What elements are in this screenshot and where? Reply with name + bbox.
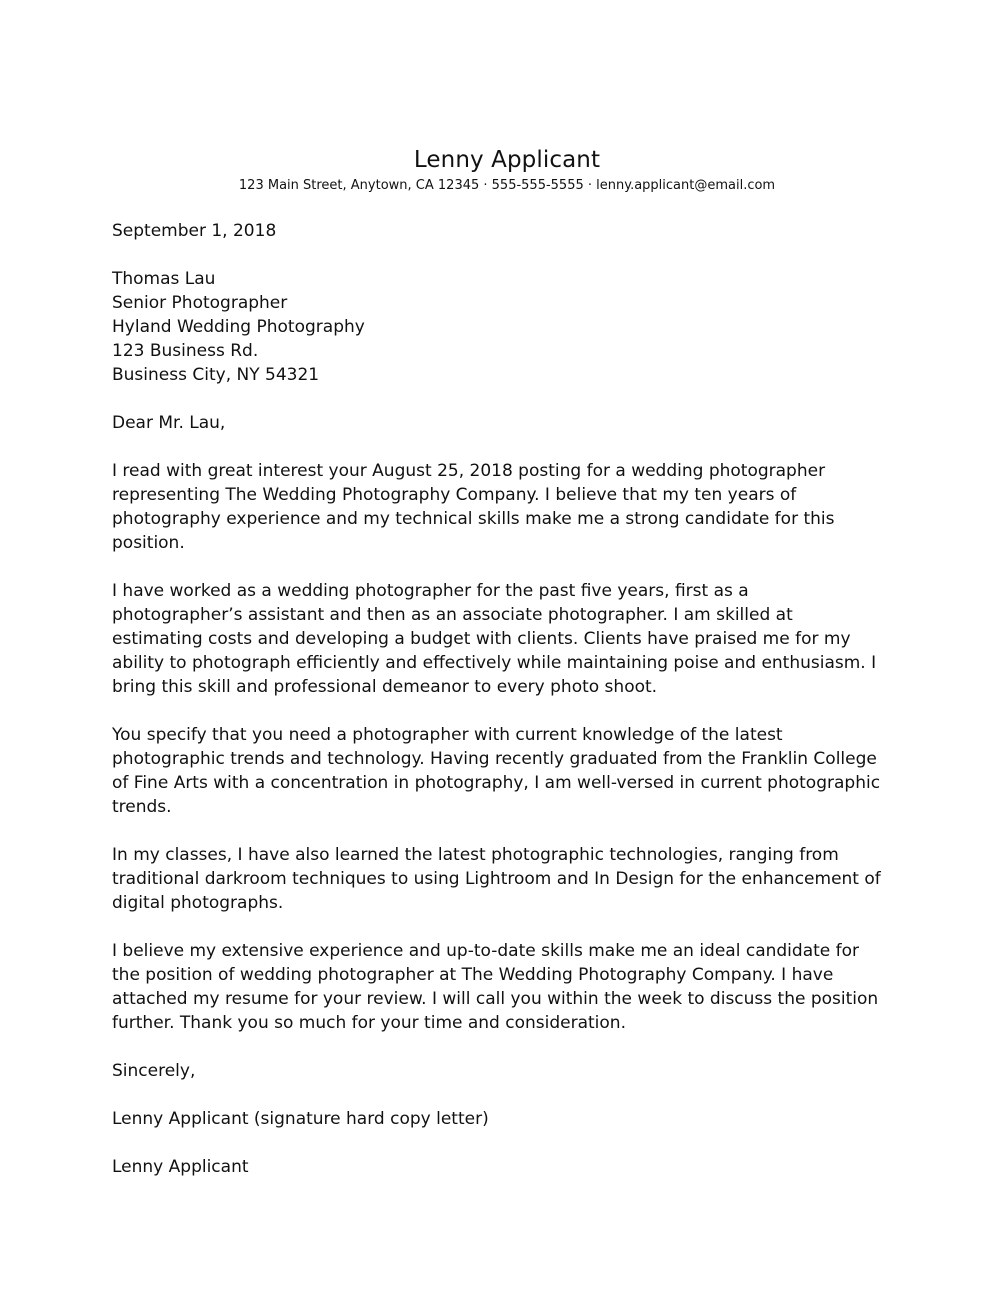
recipient-address-block bbox=[112, 267, 884, 387]
body-paragraph: I read with great interest your August 25, 2018 posting for a wedding photographer representing The Wedding Photography Company. I believe that my ten years of photography experience and my technical skills make me a strong candidate for this position. bbox=[112, 461, 835, 553]
closing: Sincerely, bbox=[112, 1061, 196, 1081]
sender-contact: 123 Main Street, Anytown, CA 12345 · 555-555-5555 · lenny.applicant@email.com bbox=[238, 178, 776, 193]
recipient-title: Senior Photographer bbox=[112, 293, 288, 313]
letter-date: September 1, 2018 bbox=[112, 221, 277, 241]
letter-body bbox=[112, 219, 884, 1203]
body-paragraph: You specify that you need a photographer with current knowledge of the latest photographic trends and technology. Having recently graduated from the Franklin College of Fine Arts with a concentration in photography, I am well-versed in current photographic trends. bbox=[112, 725, 881, 817]
recipient-street: 123 Business Rd. bbox=[112, 341, 259, 361]
typed-name: Lenny Applicant bbox=[112, 1157, 249, 1177]
body-paragraph: I believe my extensive experience and up-to-date skills make me an ideal candidate for the position of wedding photographer at The Wedding Photography Company. I have attached my resume for your review. I will call you within the week to discuss the position further. Thank you so much for your time and consideration. bbox=[112, 941, 879, 1033]
sender-name: Lenny Applicant bbox=[413, 147, 601, 173]
recipient-city: Business City, NY 54321 bbox=[112, 365, 320, 385]
body-paragraph: I have worked as a wedding photographer for the past five years, first as a photographer’s assistant and then as an associate photographer. I am skilled at estimating costs and developing a budget with clients. Clients have praised me for my ability to photograph efficiently and effectively while maintaining poise and enthusiasm. I bring this skill and professional demeanor to every photo shoot. bbox=[112, 581, 877, 697]
signature-line: Lenny Applicant (signature hard copy letter) bbox=[112, 1109, 489, 1129]
body-paragraph: In my classes, I have also learned the latest photographic technologies, ranging from traditional darkroom techniques to using Lightroom and In Design for the enhancement of digital photographs. bbox=[112, 845, 881, 913]
recipient-company: Hyland Wedding Photography bbox=[112, 317, 365, 337]
letter-header bbox=[0, 145, 1000, 195]
recipient-name: Thomas Lau bbox=[112, 269, 216, 289]
salutation: Dear Mr. Lau, bbox=[112, 413, 226, 433]
